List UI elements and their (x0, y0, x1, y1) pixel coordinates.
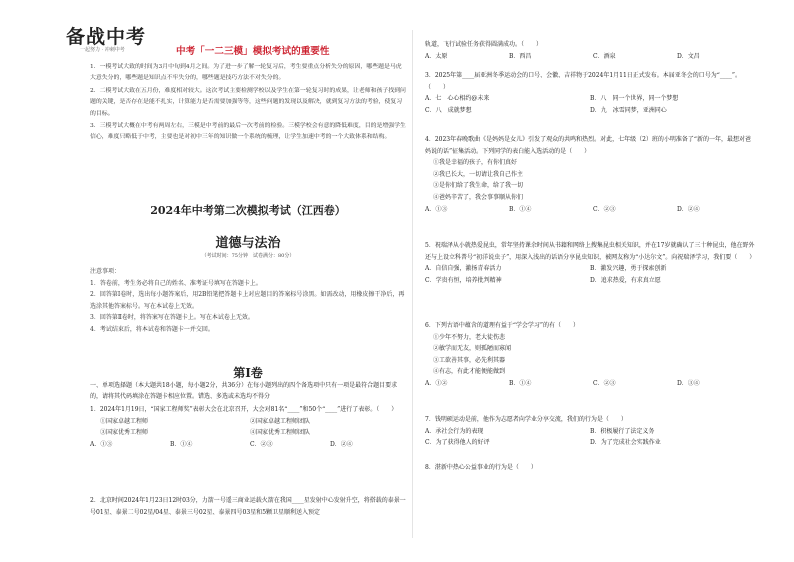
question-stem: 1．2024年1月19日，“国家工程师奖”表彰大会在北京召开，大会对81名“____”和50个“____”进行了表彰。（ ） (90, 406, 398, 413)
section-instructions: 一、单项选择题（本大题共18小题，每小题2分，共36分）在每小题列出的四个备选项中只有一项是最符合题目要求的，请将其代码填涂在答题卡相应位置。错选、多选或未选均不得分 (90, 382, 398, 401)
option-b: B．激发兴趣，勇于探索创新 (590, 265, 667, 273)
exam-title: 2024年中考第二次模拟考试（江西卷） (150, 204, 346, 217)
logo-text: 备战中考 (66, 26, 147, 48)
option-b: B．①④ (509, 379, 532, 387)
question-statements (425, 157, 755, 203)
option-b: B．西昌 (509, 52, 532, 60)
option-a: A．①③ (425, 205, 448, 213)
option-c: C．②③ (593, 205, 616, 213)
option-c: C．酒泉 (593, 52, 616, 60)
answer-options (90, 439, 406, 451)
question-statements (90, 416, 406, 439)
question-2 (90, 495, 406, 518)
note-item: 2．回答第Ⅰ卷时，选出每小题答案后，用2B铅笔把答题卡上对应题目的答案标号涂黑。如需改动，用橡皮擦干净后，再选涂其他答案标号。写在本试卷上无效。 (90, 291, 405, 310)
option-b: B．①④ (509, 205, 532, 213)
option-a: A．承社会行为的表现 (425, 427, 484, 435)
option-d: D．③④ (677, 379, 700, 387)
answer-options (425, 204, 755, 216)
brand-logo (66, 22, 166, 52)
note-item: 4．考试结束后，将本试卷和答题卡一并交回。 (90, 325, 214, 333)
statement: ③是你们给了我生命，给了我一切 (433, 182, 524, 190)
question-1 (90, 404, 406, 450)
option-d: D．为了完成社会实践作业 (590, 439, 661, 447)
question-stem: 2．北京时间2024年1月23日12时03分，力箭一号遥三商业运载火箭在我国____星发射中心发射升空，将搭载的泰景一号01星、泰景二号02星/04星、泰景三号02星、泰景四号03星和5颗卫星顺利送入预定 (90, 497, 406, 516)
exam-meta: （考试时间：75分钟 试卷满分：80分） (201, 253, 295, 259)
option-b: B．八 同一个世界，同一个梦想 (590, 95, 679, 103)
banner-title: 中考「一二三模」模拟考试的重要性 (176, 46, 330, 57)
option-b: B．①④ (170, 440, 193, 448)
option-a: A．七 心心相约@未来 (425, 95, 490, 103)
note-item: 1．答卷前，考生务必将自己的姓名、准考证号填写在答题卡上。 (90, 279, 262, 287)
question-6 (425, 320, 755, 390)
question-3 (425, 70, 755, 116)
exam-notes (90, 266, 406, 336)
statement: ③工欲善其事，必先利其器 (433, 356, 506, 364)
column-divider (412, 30, 413, 538)
question-stem-continued: 轨道，飞行试验任务获得圆满成功。（ ） (425, 41, 543, 48)
statement: ④有志，有此才能便能做到 (433, 368, 506, 376)
statement: ②敏学而无友，则孤陋而寡闻 (433, 345, 512, 353)
note-item: 3．回答第Ⅱ卷时，将答案写在答题卡上。写在本试卷上无效。 (90, 314, 254, 322)
option-d: D．追求热爱，有求真立愿 (590, 276, 661, 284)
question-stem: 6．下列古语中蕴含的道理有益于“学会学习”的有（ ） (425, 322, 579, 329)
question-5 (425, 240, 755, 286)
option-b: B．积极履行了法定义务 (590, 427, 655, 435)
statement: ③国家优秀工程师 (100, 429, 149, 437)
question-stem: 5．祝瑞泽从小就热爱昆虫，常年坚持课余时间从书籍和网络上搜集昆虫相关知识，并在17岁就确认了三十种昆虫，他在野外还与上设立科普号“初洋说虫子”，用深入浅出的话语分享昆虫知识，被网友称为“小达尔文”。向祝瑞泽学习，我们要（ ） (425, 242, 756, 261)
statement: ①我是幸福的孩子，有你们真好 (433, 159, 518, 167)
statement: ①国家卓越工程师 (100, 417, 149, 425)
question-4 (425, 134, 755, 215)
option-c: C．为了获得他人的好评 (425, 439, 490, 447)
question-stem: 3．2025年第____届亚洲冬季运动会的口号、会徽、吉祥物于2024年1月11日正式发布。本届亚冬会的口号为“____”。（ ） (425, 72, 741, 91)
question-stem: 8．湛新中热心公益事业的行为是（ ） (425, 464, 537, 471)
notes-title: 注意事项： (90, 268, 121, 275)
statement: ②我已长大，一切请让我自己作主 (433, 170, 524, 178)
option-c: C．②③ (250, 440, 273, 448)
answer-options (425, 426, 755, 449)
option-c: C．②③ (593, 379, 616, 387)
statement: ④爸妈辛苦了，我会事事顺从你们 (433, 193, 524, 201)
option-d: D．②④ (677, 205, 700, 213)
question-7 (425, 414, 755, 449)
statement: ④国家优秀工程师团队 (250, 429, 311, 437)
logo-subtitle: 一起努力 · 冲刺中考 (80, 47, 125, 53)
question-2-continued (425, 39, 755, 62)
question-stem: 4．2023年春晚歌曲《是妈妈是女儿》引发了观众的共鸣和热烈。对此，七年级（2）班的小明准备了“新的一年，最想对爸妈说的话”征集活动。下列同学的表白能入选活动的是（ ） (425, 136, 751, 155)
volume-heading: 第Ⅰ卷 (233, 366, 263, 380)
question-statements (425, 332, 755, 378)
question-stem: 7．钱明硕运动是前，他作为志愿者向学业分享交流，我们的行为是（ ） (425, 416, 627, 423)
answer-options (425, 51, 755, 63)
statement: ①少年不努力，老大徒伤悲 (433, 333, 506, 341)
intro-paragraph-1: 1．一模考试大致的时间为3月中旬到4月之间。为了进一步了解一轮复习后，考生要重点分析失分的原因，哪些题是马虎大意失分的，哪些题是知识点不牢失分的，哪些题是技巧方法不对失分的。 (90, 64, 402, 82)
option-d: D．②④ (330, 440, 353, 448)
option-c: C．八 成就梦想 (425, 106, 472, 114)
intro-paragraphs (90, 62, 406, 145)
answer-options (425, 263, 755, 286)
option-d: D．九 冰雪同梦，亚洲同心 (590, 106, 667, 114)
question-8 (425, 462, 755, 474)
statement: ②国家卓越工程师团队 (250, 417, 311, 425)
answer-options (425, 93, 755, 116)
option-a: A．①② (425, 379, 448, 387)
intro-paragraph-2: 2．二模考试大致在五月份，难度相对较大。这次考试主要检测学校以及学生在第一轮复习时的成果，让老师和孩子找到问题的关键，是否存在是能不扎实，计算能力是否需要加强等等，这些问题的发现以及解决，就到复习方法的考验，使复习的目标。 (90, 87, 406, 117)
option-d: D．文昌 (677, 52, 700, 60)
option-a: A．太原 (425, 52, 448, 60)
option-c: C．学贵有恒，培养批判精神 (425, 276, 502, 284)
option-a: A．①③ (90, 440, 113, 448)
exam-subject: 道德与法治 (215, 236, 281, 251)
intro-paragraph-3: 3．三模考试大概在中考有两周左右，三模是中考前的最后一次考前的检验。三模学校会有意的降低难度，目的是增强学生信心，难度只略低于中考，主要也是对初中三年的知识做一个系统的梳理，让学生加速中考的一个大致体系和结构。 (90, 123, 406, 141)
option-a: A．自信自强，激扬青春活力 (425, 265, 502, 273)
answer-options (425, 378, 755, 390)
